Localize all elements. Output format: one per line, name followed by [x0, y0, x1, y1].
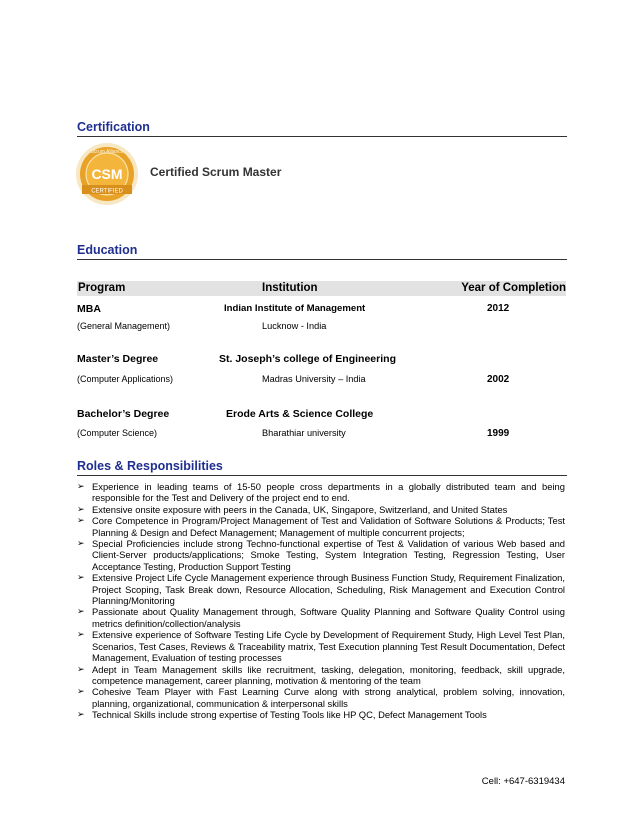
- completion-year: 2012: [487, 303, 510, 314]
- program-name: Bachelor’s Degree: [77, 408, 170, 420]
- arrow-bullet-icon: ➢: [77, 709, 85, 720]
- education-divider: [77, 259, 567, 260]
- list-item: ➢ Core Competence in Program/Project Management of Test and Validation of Software Solutions & Products; Test Planning & Design and Defect Management; Management of multiple concurrent projects;: [77, 515, 565, 538]
- arrow-bullet-icon: ➢: [77, 481, 85, 491]
- header-program: Program: [78, 282, 126, 294]
- arrow-bullet-icon: ➢: [77, 515, 85, 526]
- csm-badge-icon: [62, 140, 152, 210]
- header-year: Year of Completion: [461, 282, 566, 294]
- program-specialization: (Computer Applications): [77, 374, 174, 384]
- arrow-bullet-icon: ➢: [77, 606, 85, 617]
- list-item: ➢ Adept in Team Management skills like recruitment, tasking, delegation, monitoring, feedback, skill upgrade, competence management, career planning, motivation & mentoring of the team: [77, 663, 565, 686]
- institution-location: Bharathiar university: [262, 428, 346, 438]
- program-name: Master’s Degree: [77, 353, 159, 365]
- education-heading: Education: [77, 243, 138, 257]
- institution-name: Indian Institute of Management: [224, 303, 366, 314]
- list-item: ➢ Extensive experience of Software Testing Life Cycle by Development of Requirement Study, High Level Test Plan, Scenarios, Test Cases, Reviews & Traceability matrix, Test Execution planning Test Result Documentation, Defect Management, Evaluation of testing processes: [77, 629, 565, 664]
- list-item: ➢ Extensive Project Life Cycle Management experience through Business Function Study, Requirement Finalization, Project Scoping, Task Break down, Resource Allocation, Scheduling, Risk Management and Execution Control Planning/Monitoring: [77, 572, 565, 607]
- institution-location: Madras University – India: [262, 374, 366, 384]
- badge-label: CSM: [91, 166, 123, 182]
- list-item: ➢ Experience in leading teams of 15-50 people cross departments in a globally distributed team and being responsible for the Test and Delivery of the project end to end.: [77, 481, 565, 504]
- program-name: MBA: [77, 303, 101, 315]
- footer-contact: Cell: +647-6319434: [481, 776, 565, 787]
- arrow-bullet-icon: ➢: [77, 686, 85, 697]
- list-item: ➢ Technical Skills include strong expertise of Testing Tools like HP QC, Defect Management Tools: [77, 709, 487, 721]
- arrow-bullet-icon: ➢: [77, 572, 85, 583]
- completion-year: 1999: [487, 428, 510, 439]
- institution-name: St. Joseph’s college of Engineering: [219, 353, 396, 365]
- certification-title: Certified Scrum Master: [150, 165, 282, 179]
- institution-location: Lucknow - India: [262, 321, 327, 331]
- badge-ribbon-text: CERTIFIED: [91, 188, 123, 195]
- roles-divider: [77, 475, 567, 476]
- list-item: ➢ Extensive onsite exposure with peers in the Canada, UK, Singapore, Switzerland, and United States: [77, 503, 508, 515]
- arrow-bullet-icon: ➢: [77, 663, 85, 674]
- roles-heading: Roles & Responsibilities: [77, 459, 223, 473]
- list-item: ➢ Passionate about Quality Management through, Software Quality Planning and Software Quality Control using metrics definition/collection/analysis: [77, 606, 565, 629]
- list-item: ➢ Special Proficiencies include strong Techno-functional expertise of Test & Validation of various Web based and Client-Server products/applications; Smoke Testing, System Integration Testing, Regression Testing, User Acceptance Testing, Production Support Testing: [77, 538, 565, 572]
- completion-year: 2002: [487, 374, 510, 385]
- arrow-bullet-icon: ➢: [77, 629, 85, 640]
- list-item: ➢ Cohesive Team Player with Fast Learning Curve along with strong analytical, problem solving, innovation, planning, organizational, communication & interpersonal skills: [77, 686, 565, 709]
- roles-list: [77, 481, 565, 721]
- arrow-bullet-icon: ➢: [77, 503, 85, 514]
- program-specialization: (General Management): [77, 321, 171, 331]
- badge-ring-text: Scrum Alliance: [90, 149, 124, 155]
- program-specialization: (Computer Science): [77, 428, 158, 438]
- arrow-bullet-icon: ➢: [77, 538, 85, 549]
- certification-heading: Certification: [77, 120, 150, 134]
- institution-name: Erode Arts & Science College: [226, 408, 374, 420]
- header-institution: Institution: [262, 282, 318, 294]
- certification-divider: [77, 136, 567, 137]
